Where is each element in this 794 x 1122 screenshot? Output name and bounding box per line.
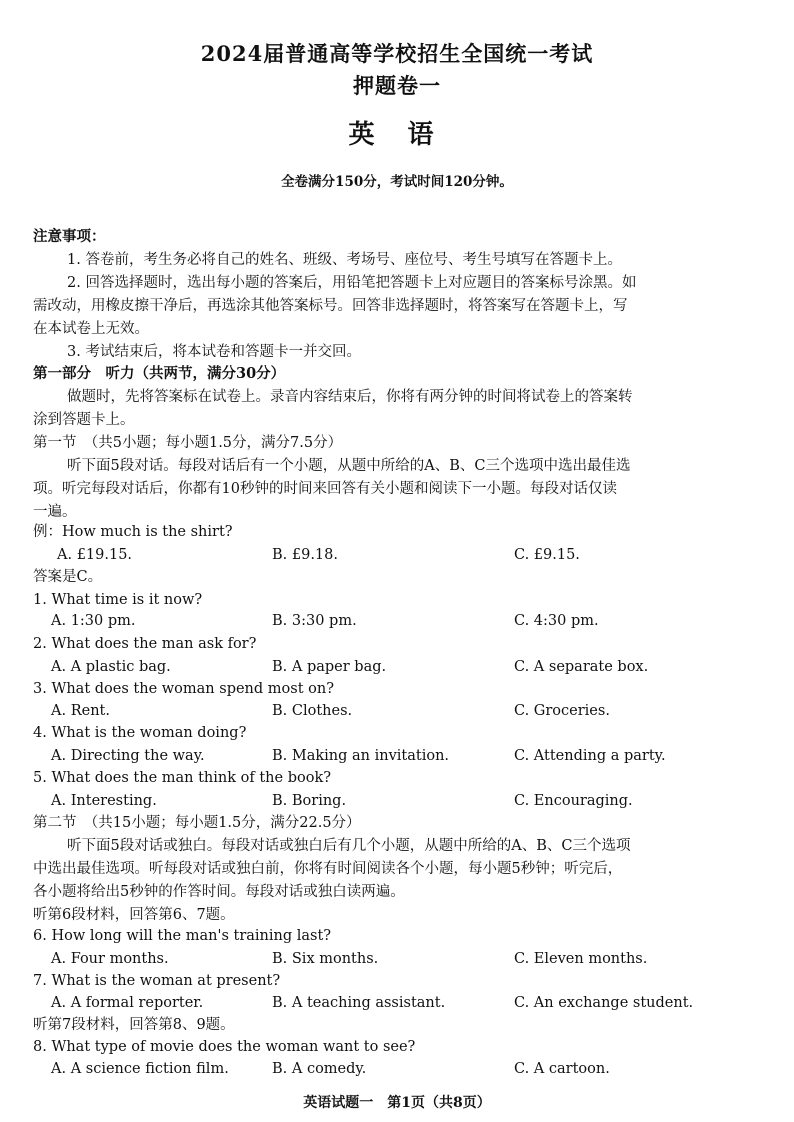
section2-intro-cont: 中选出最佳选项。听每段对话或独白前，你将有时间阅读各个小题，每小题5秒钟；听完后， [33,861,623,877]
question-8-option-b: B. A comedy. [272,1061,367,1077]
question-6-option-b: B. Six months. [272,951,379,967]
section2-intro-cont: 各小题将给出5秒钟的作答时间。每段对话或独白读两遍。 [33,884,405,900]
question-8-option-c: C. A cartoon. [514,1061,610,1077]
question-6-option-a: A. Four months. [51,951,169,967]
notice-item-2: 2. 回答选择题时，选出每小题的答案后，用铅笔把答题卡上对应题目的答案标号涂黑。如 [67,275,637,291]
section1-heading: 第一节 （共5小题；每小题1.5分，满分7.5分） [33,435,343,451]
section1-intro-cont: 项。听完每段对话后，你都有10秒钟的时间来回答有关小题和阅读下一小题。每段对话仅读 [33,481,617,497]
question-1-option-c: C. 4:30 pm. [514,613,599,629]
example-question: 例：How much is the shirt? [33,524,233,540]
question-3: 3. What does the woman spend most on? [33,681,334,697]
question-2-option-c: C. A separate box. [514,659,649,675]
section2-intro: 听下面5段对话或独白。每段对话或独白后有几个小题，从题中所给的A、B、C三个选项 [67,838,631,854]
question-2-option-a: A. A plastic bag. [51,659,171,675]
part1-intro-cont: 涂到答题卡上。 [33,412,135,428]
subject-title: 英 语 [348,120,446,150]
question-7-option-c: C. An exchange student. [514,995,694,1011]
question-3-option-a: A. Rent. [51,703,110,719]
part1-heading: 第一部分 听力（共两节，满分30分） [33,365,286,382]
question-8: 8. What type of movie does the woman want to see? [33,1039,416,1055]
question-2: 2. What does the man ask for? [33,636,257,652]
question-6-option-c: C. Eleven months. [514,951,648,967]
question-5-option-a: A. Interesting. [51,793,157,809]
example-answer: 答案是C。 [33,569,103,585]
example-option-b: B. £9.18. [272,547,338,563]
question-7-option-a: A. A formal reporter. [51,995,204,1011]
question-5-option-c: C. Encouraging. [514,793,633,809]
example-option-a: A. £19.15. [57,547,133,563]
material-7-instruction: 听第7段材料，回答第8、9题。 [33,1017,235,1033]
example-option-c: C. £9.15. [514,547,580,563]
question-8-option-a: A. A science fiction film. [51,1061,229,1077]
question-6: 6. How long will the man's training last? [33,928,332,944]
question-2-option-b: B. A paper bag. [272,659,387,675]
question-5-option-b: B. Boring. [272,793,347,809]
question-3-option-c: C. Groceries. [514,703,610,719]
question-4-option-a: A. Directing the way. [51,748,205,764]
question-5: 5. What does the man think of the book? [33,770,332,786]
notice-item-2-cont: 在本试卷上无效。 [33,321,149,337]
question-7: 7. What is the woman at present? [33,973,281,989]
notice-heading: 注意事项： [33,228,106,245]
question-1: 1. What time is it now? [33,592,203,608]
paper-title: 押题卷一 [353,73,441,98]
question-7-option-b: B. A teaching assistant. [272,995,446,1011]
question-3-option-b: B. Clothes. [272,703,353,719]
notice-item-2-cont: 需改动，用橡皮擦干净后，再选涂其他答案标号。回答非选择题时，将答案写在答题卡上，写 [33,298,628,314]
exam-title: 2024届普通高等学校招生全国统一考试 [200,41,594,66]
section1-intro-cont: 一遍。 [33,504,77,520]
part1-intro: 做题时，先将答案标在试卷上。录音内容结束后，你将有两分钟的时间将试卷上的答案转 [67,389,633,405]
material-6-instruction: 听第6段材料，回答第6、7题。 [33,907,235,923]
score-info: 全卷满分150分，考试时间120分钟。 [281,174,513,190]
section2-heading: 第二节 （共15小题；每小题1.5分，满分22.5分） [33,815,361,831]
question-1-option-a: A. 1:30 pm. [51,613,136,629]
question-1-option-b: B. 3:30 pm. [272,613,357,629]
question-4-option-c: C. Attending a party. [514,748,666,764]
question-4: 4. What is the woman doing? [33,725,247,741]
section1-intro: 听下面5段对话。每段对话后有一个小题，从题中所给的A、B、C三个选项中选出最佳选 [67,458,631,474]
question-4-option-b: B. Making an invitation. [272,748,450,764]
notice-item-1: 1. 答卷前，考生务必将自己的姓名、班级、考场号、座位号、考生号填写在答题卡上。 [67,252,622,268]
notice-item-3: 3. 考试结束后，将本试卷和答题卡一并交回。 [67,344,361,360]
page-footer: 英语试题一 第1页（共8页） [303,1095,491,1111]
